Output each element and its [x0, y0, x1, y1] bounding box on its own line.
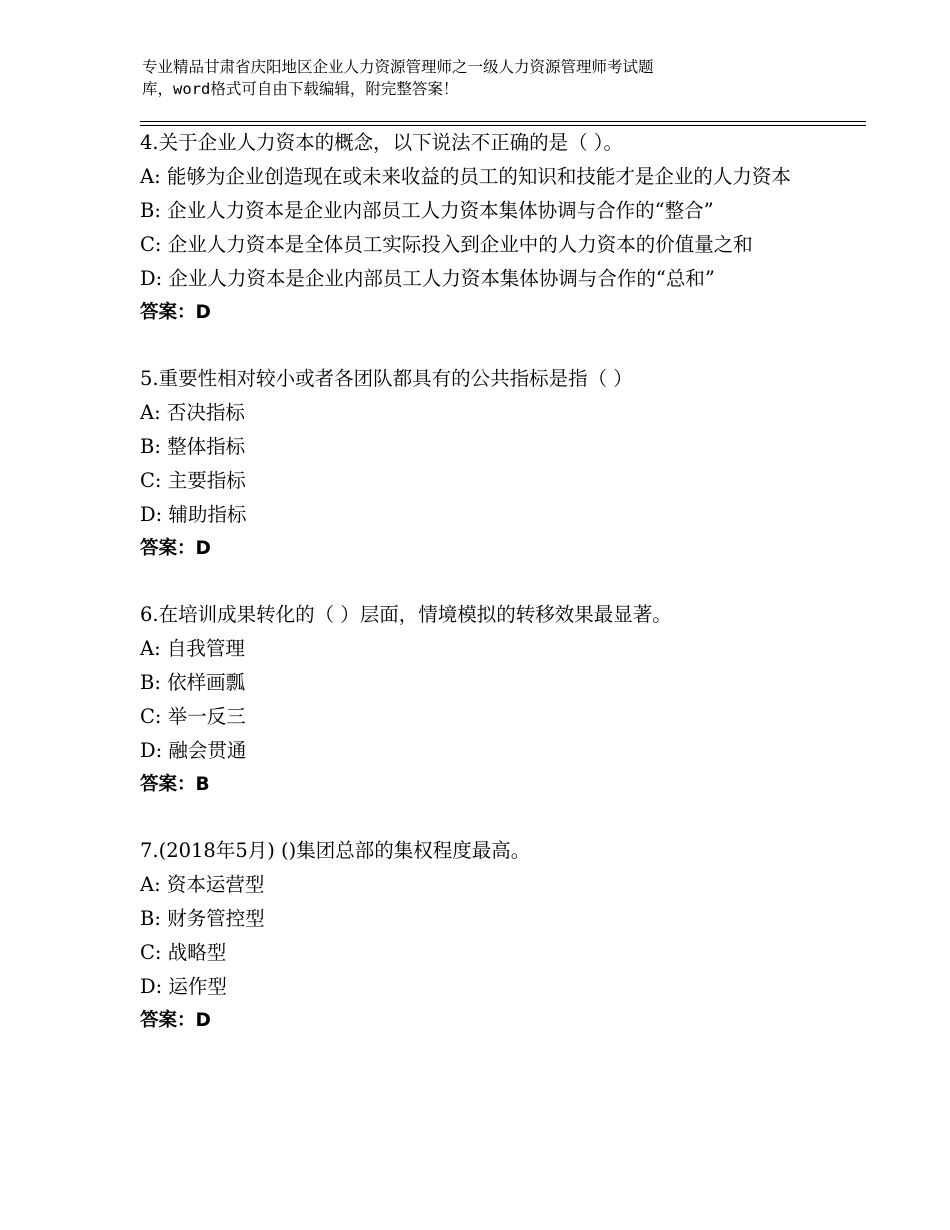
question-7 — [140, 834, 820, 1038]
header-title-line-1: 专业精品甘肃省庆阳地区企业人力资源管理师之一级人力资源管理师考试题 — [142, 58, 654, 76]
option-b: B: 依样画瓢 — [140, 671, 246, 694]
answer-label: 答案：D — [140, 1010, 211, 1031]
option-d: D: 融会贯通 — [140, 739, 247, 762]
question-4 — [140, 126, 820, 330]
question-stem: 6.在培训成果转化的（ ）层面，情境模拟的转移效果最显著。 — [140, 603, 672, 626]
option-a: A: 资本运营型 — [140, 873, 265, 896]
option-c: C: 主要指标 — [140, 469, 246, 492]
option-d: D: 运作型 — [140, 975, 227, 998]
option-c: C: 战略型 — [140, 941, 227, 964]
document-header — [142, 56, 782, 100]
question-5 — [140, 362, 820, 566]
answer-label: 答案：D — [140, 302, 211, 323]
option-b: B: 财务管控型 — [140, 907, 265, 930]
question-stem: 4.关于企业人力资本的概念，以下说法不正确的是（ ）。 — [140, 131, 624, 154]
question-stem: 7.(2018年5月) ()集团总部的集权程度最高。 — [140, 839, 531, 862]
option-c: C: 举一反三 — [140, 705, 246, 728]
answer-label: 答案：D — [140, 538, 211, 559]
header-title-line-2: 库，word格式可自由下载编辑，附完整答案！ — [142, 80, 459, 98]
option-b: B: 企业人力资本是企业内部员工人力资本集体协调与合作的“整合” — [140, 199, 714, 222]
option-d: D: 辅助指标 — [140, 503, 247, 526]
answer-label: 答案：B — [140, 774, 210, 795]
option-a: A: 自我管理 — [140, 637, 245, 660]
option-d: D: 企业人力资本是企业内部员工人力资本集体协调与合作的“总和” — [140, 267, 715, 290]
option-c: C: 企业人力资本是全体员工实际投入到企业中的人力资本的价值量之和 — [140, 233, 753, 256]
question-stem: 5.重要性相对较小或者各团队都具有的公共指标是指（ ） — [140, 367, 633, 390]
header-rule-top — [140, 121, 866, 122]
option-a: A: 否决指标 — [140, 401, 245, 424]
option-a: A: 能够为企业创造现在或未来收益的员工的知识和技能才是企业的人力资本 — [140, 165, 791, 188]
question-list — [140, 126, 820, 1070]
question-6 — [140, 598, 820, 802]
option-b: B: 整体指标 — [140, 435, 246, 458]
